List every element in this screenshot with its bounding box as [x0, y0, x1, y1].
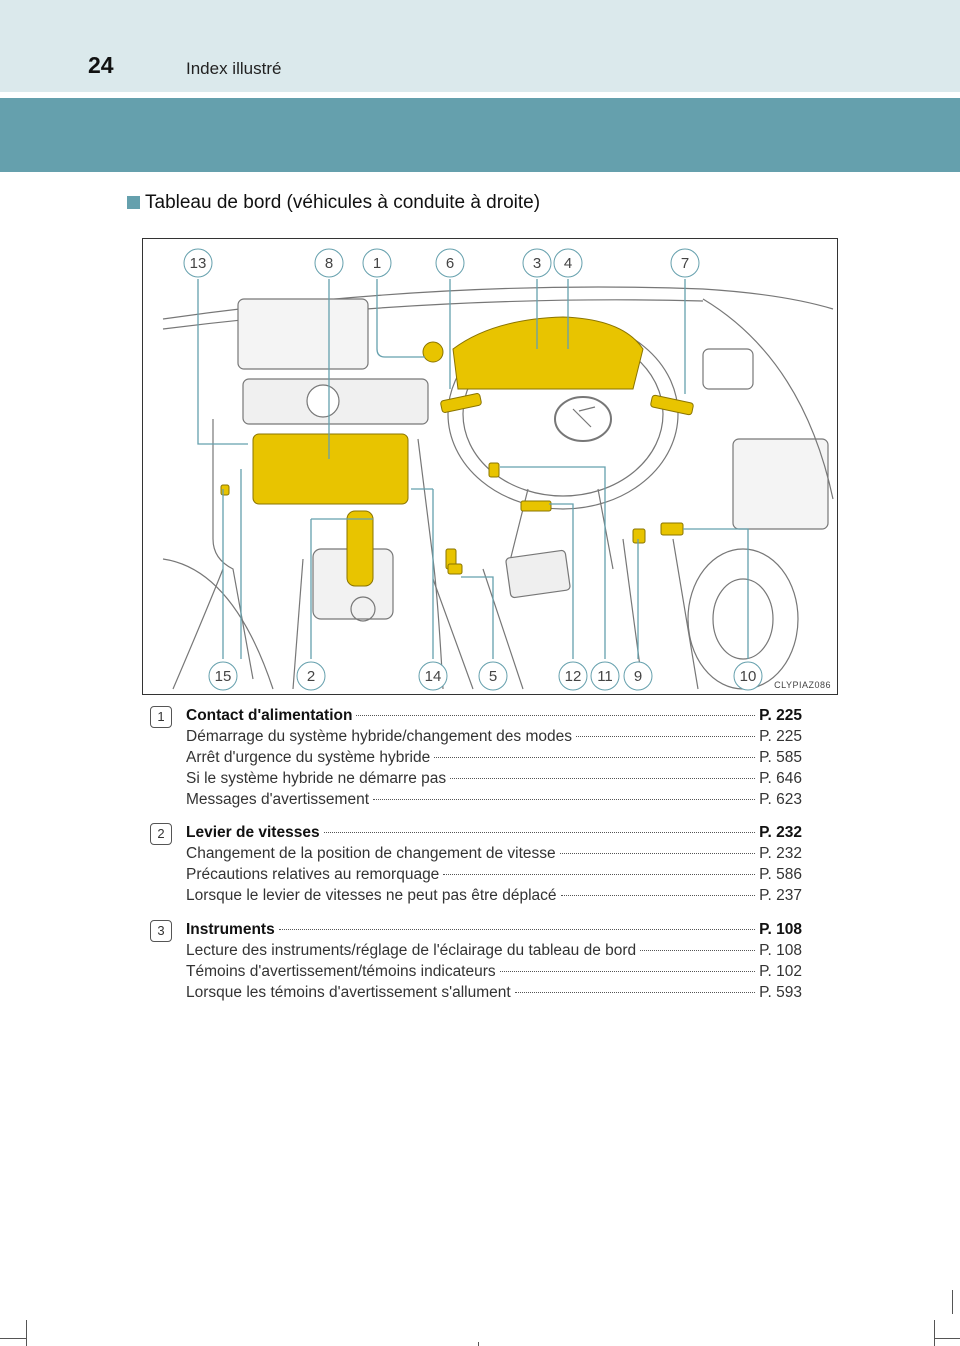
svg-text:7: 7	[680, 255, 690, 272]
entry-2	[150, 824, 802, 908]
page-title: Index illustré	[186, 59, 282, 78]
page-number: 24	[88, 52, 114, 78]
svg-text:6: 6	[445, 255, 455, 272]
page-ref: P. 225	[759, 707, 802, 724]
callout-10	[734, 662, 762, 690]
crop-mark	[934, 1320, 935, 1346]
svg-text:13: 13	[189, 255, 207, 272]
svg-text:15: 15	[214, 668, 232, 685]
figure-code: CLYPIAZ086	[774, 680, 831, 690]
callout-6	[436, 249, 464, 277]
entry-heading: Contact d'alimentation P. 225	[186, 707, 802, 724]
entry-1	[150, 707, 802, 812]
svg-text:4: 4	[563, 255, 573, 272]
svg-text:1: 1	[372, 255, 382, 272]
callout-12	[559, 662, 587, 690]
callout-3	[523, 249, 551, 277]
svg-text:10: 10	[739, 668, 757, 685]
entry-item: Précautions relatives au remorquage P. 586	[186, 866, 802, 883]
page-ref: P. 232	[759, 824, 802, 841]
entry-item: Lorsque les témoins d'avertissement s'allument P. 593	[186, 984, 802, 1001]
dashboard-drawing	[143, 239, 837, 694]
callout-11	[591, 662, 619, 690]
callout-5	[479, 662, 507, 690]
entry-heading: Levier de vitesses P. 232	[186, 824, 802, 841]
entry-item: Lorsque le levier de vitesses ne peut pas être déplacé P. 237	[186, 887, 802, 904]
entry-item: Témoins d'avertissement/témoins indicateurs P. 102	[186, 963, 802, 980]
entry-number: 1	[150, 706, 172, 728]
callout-8	[315, 249, 343, 277]
entry-number: 2	[150, 823, 172, 845]
svg-text:5: 5	[488, 668, 498, 685]
entry-item: Arrêt d'urgence du système hybride P. 585	[186, 749, 802, 766]
callout-15	[209, 662, 237, 690]
crop-mark	[478, 1342, 479, 1346]
callout-9	[624, 662, 652, 690]
entry-item: Si le système hybride ne démarre pas P. 646	[186, 770, 802, 787]
svg-text:12: 12	[564, 668, 582, 685]
callout-1	[363, 249, 391, 277]
page-ref: P. 108	[759, 921, 802, 938]
svg-text:8: 8	[324, 255, 334, 272]
section-title: Tableau de bord (véhicules à conduite à droite)	[127, 192, 540, 214]
entry-number: 3	[150, 920, 172, 942]
svg-text:3: 3	[532, 255, 542, 272]
svg-text:14: 14	[424, 668, 442, 685]
callout-7	[671, 249, 699, 277]
svg-text:11: 11	[597, 668, 613, 685]
crop-mark	[952, 1290, 953, 1314]
callout-13	[184, 249, 212, 277]
entry-item: Démarrage du système hybride/changement des modes P. 225	[186, 728, 802, 745]
crop-mark	[0, 1338, 26, 1339]
header-bar	[0, 0, 960, 92]
entry-item: Changement de la position de changement de vitesse P. 232	[186, 845, 802, 862]
header-band	[0, 98, 960, 172]
svg-text:2: 2	[306, 668, 316, 685]
entry-item: Lecture des instruments/réglage de l'éclairage du tableau de bord P. 108	[186, 942, 802, 959]
crop-mark	[26, 1320, 27, 1346]
svg-text:9: 9	[633, 668, 643, 685]
entry-3	[150, 921, 802, 1005]
entry-item: Messages d'avertissement P. 623	[186, 791, 802, 808]
entry-heading: Instruments P. 108	[186, 921, 802, 938]
callout-4	[554, 249, 582, 277]
callout-2	[297, 662, 325, 690]
section-marker-icon	[127, 196, 140, 209]
crop-mark	[934, 1338, 960, 1339]
callout-14	[419, 662, 447, 690]
dashboard-illustration	[142, 238, 838, 695]
